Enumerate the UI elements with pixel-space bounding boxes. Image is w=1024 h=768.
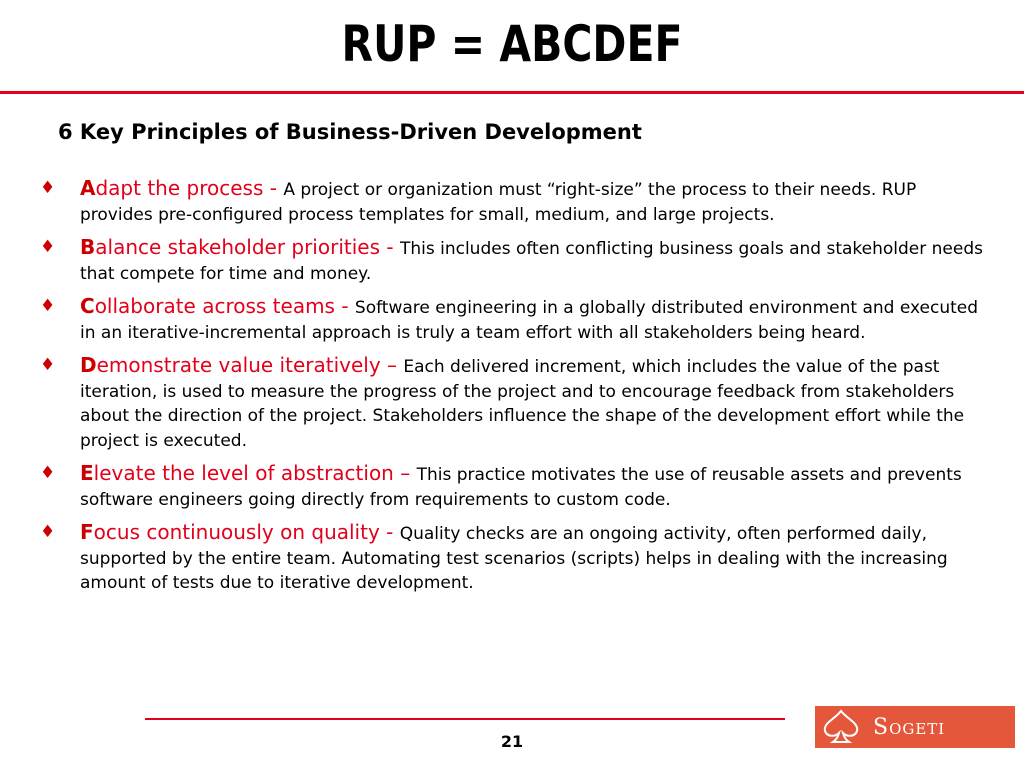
principle-description: Quality checks are an ongoing activity, often performed daily, supported by the entire team. Automating test scenarios (scripts) helps in dealing with the increasing amount of tests due to iterative development.: [80, 524, 948, 593]
principle-focus: [0, 520, 1024, 596]
principle-heading: [80, 235, 380, 259]
principle-heading-text: ocus continuously on quality: [93, 520, 380, 544]
diamond-bullet-icon: ♦: [40, 237, 56, 257]
spade-icon: [815, 706, 867, 748]
diamond-bullet-icon: ♦: [40, 463, 56, 483]
principle-initial: C: [80, 294, 95, 318]
diamond-bullet-icon: ♦: [40, 296, 56, 316]
title-divider: [0, 91, 1024, 94]
principle-heading-text: levate the level of abstraction: [93, 461, 394, 485]
principle-heading: [80, 176, 263, 200]
principle-demonstrate: [0, 353, 1024, 453]
principle-separator: -: [380, 235, 400, 259]
diamond-bullet-icon: ♦: [40, 178, 56, 198]
principle-heading-text: dapt the process: [95, 176, 264, 200]
principle-balance: [0, 235, 1024, 286]
principle-description: Software engineering in a globally distributed environment and executed in an iterative-incremental approach is truly a team effort with all stakeholders being heard.: [80, 298, 979, 343]
diamond-bullet-icon: ♦: [40, 522, 56, 542]
principle-heading: [80, 294, 335, 318]
page-number: 21: [500, 732, 524, 751]
slide-subtitle: 6 Key Principles of Business-Driven Development: [58, 120, 642, 144]
principle-separator: –: [380, 353, 404, 377]
principle-description: A project or organization must “right-size” the process to their needs. RUP provides pre-configured process templates for small, medium, and large projects.: [80, 180, 917, 225]
principle-separator: –: [393, 461, 417, 485]
diamond-bullet-icon: ♦: [40, 355, 56, 375]
principle-collaborate: [0, 294, 1024, 345]
principle-heading-text: alance stakeholder priorities: [95, 235, 381, 259]
principle-heading: [80, 520, 380, 544]
principle-initial: D: [80, 353, 97, 377]
sogeti-logo: [815, 706, 1015, 748]
principle-heading: [80, 461, 394, 485]
principle-separator: -: [263, 176, 284, 200]
logo-wordmark: Sogeti: [873, 714, 946, 740]
principle-initial: A: [80, 176, 96, 200]
principle-initial: E: [80, 461, 94, 485]
principle-initial: F: [80, 520, 94, 544]
principle-description: This practice motivates the use of reusable assets and prevents software engineers going directly from requirements to custom code.: [80, 465, 962, 510]
principle-heading: [80, 353, 381, 377]
slide-title: RUP = ABCDEF: [341, 15, 683, 73]
principles-list: [0, 176, 1024, 604]
principle-elevate: [0, 461, 1024, 512]
principle-description: Each delivered increment, which includes the value of the past iteration, is used to measure the progress of the project and to encourage feedback from stakeholders about the direction of the project. Stakeholders influence the shape of the development effort while the project is executed.: [80, 357, 965, 451]
principle-heading-text: ollaborate across teams: [94, 294, 335, 318]
principle-adapt: [0, 176, 1024, 227]
principle-heading-text: emonstrate value iteratively: [96, 353, 381, 377]
principle-separator: -: [379, 520, 400, 544]
principle-initial: B: [80, 235, 96, 259]
principle-description: This includes often conflicting business goals and stakeholder needs that compete for time and money.: [80, 239, 983, 284]
principle-separator: -: [334, 294, 355, 318]
footer-divider: [145, 718, 785, 720]
